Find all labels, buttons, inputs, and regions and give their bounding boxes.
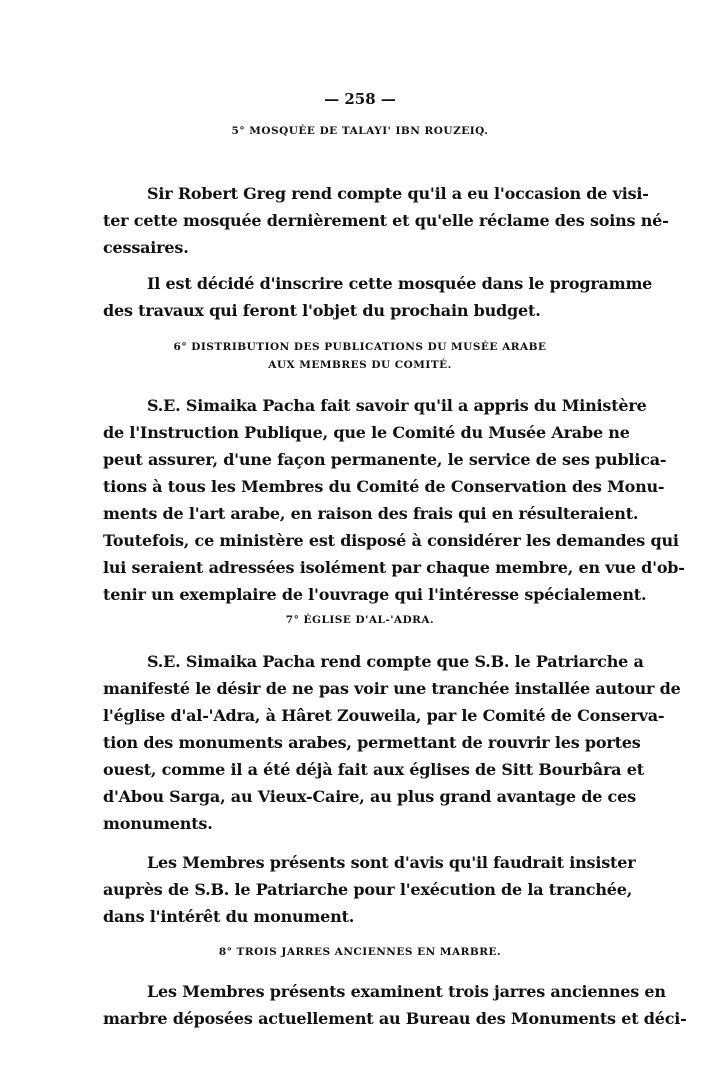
text-line: dans l'intérêt du monument. xyxy=(103,907,355,926)
text-line: des travaux qui feront l'objet du prochain budget. xyxy=(103,301,541,320)
text-line: manifesté le désir de ne pas voir une tranchée installée autour de xyxy=(103,679,681,698)
text-line: tenir un exemplaire de l'ouvrage qui l'intéresse spécialement. xyxy=(103,585,647,604)
paragraph xyxy=(103,978,687,1032)
paragraph xyxy=(103,648,681,837)
paragraph xyxy=(103,849,636,930)
text-line: ouest, comme il a été déjà fait aux églises de Sitt Bourbâra et xyxy=(103,760,644,779)
paragraph xyxy=(103,392,685,608)
paragraph xyxy=(103,270,653,324)
paragraph xyxy=(103,180,669,261)
text-line: auprès de S.B. le Patriarche pour l'exécution de la tranchée, xyxy=(103,880,633,899)
text-line: tions à tous les Membres du Comité de Conservation des Monu- xyxy=(103,477,665,496)
section-heading-line: 7° ÉGLISE D'AL-'ADRA. xyxy=(285,614,435,626)
text-line: monuments. xyxy=(103,814,213,833)
text-line: cessaires. xyxy=(103,238,189,257)
text-line: Toutefois, ce ministère est disposé à considérer les demandes qui xyxy=(103,531,679,550)
text-line: ments de l'art arabe, en raison des frais qui en résulteraient. xyxy=(103,504,639,523)
text-line: Les Membres présents examinent trois jarres anciennes en xyxy=(147,982,666,1001)
section-heading-line: 8° TROIS JARRES ANCIENNES EN MARBRE. xyxy=(218,946,502,958)
text-line: d'Abou Sarga, au Vieux-Caire, au plus grand avantage de ces xyxy=(103,787,636,806)
text-line: S.E. Simaika Pacha rend compte que S.B. le Patriarche a xyxy=(147,652,644,671)
section-heading-line: 6° DISTRIBUTION DES PUBLICATIONS DU MUSÉE ARABE xyxy=(173,341,547,353)
text-line: ter cette mosquée dernièrement et qu'elle réclame des soins né- xyxy=(103,211,669,230)
section-heading-line: 5° MOSQUÉE DE TALAYI' IBN ROUZEIQ. xyxy=(231,125,489,137)
text-line: Sir Robert Greg rend compte qu'il a eu l'occasion de visi- xyxy=(147,184,649,203)
text-line: Il est décidé d'inscrire cette mosquée dans le programme xyxy=(147,274,653,293)
text-line: peut assurer, d'une façon permanente, le service de ses publica- xyxy=(103,450,667,469)
text-line: l'église d'al-'Adra, à Hâret Zouweila, par le Comité de Conserva- xyxy=(103,706,665,725)
section-heading xyxy=(0,122,720,140)
text-line: marbre déposées actuellement au Bureau des Monuments et déci- xyxy=(103,1009,687,1028)
text-line: de l'Instruction Publique, que le Comité du Musée Arabe ne xyxy=(103,423,630,442)
page-number: — 258 — xyxy=(324,90,396,108)
section-heading xyxy=(0,338,720,374)
text-line: S.E. Simaika Pacha fait savoir qu'il a appris du Ministère xyxy=(147,396,647,415)
section-heading-line: AUX MEMBRES DU COMITÉ. xyxy=(268,359,452,371)
text-line: lui seraient adressées isolément par chaque membre, en vue d'ob- xyxy=(103,558,685,577)
text-line: Les Membres présents sont d'avis qu'il faudrait insister xyxy=(147,853,636,872)
section-heading xyxy=(0,943,720,961)
section-heading xyxy=(0,611,720,629)
text-line: tion des monuments arabes, permettant de rouvrir les portes xyxy=(103,733,641,752)
